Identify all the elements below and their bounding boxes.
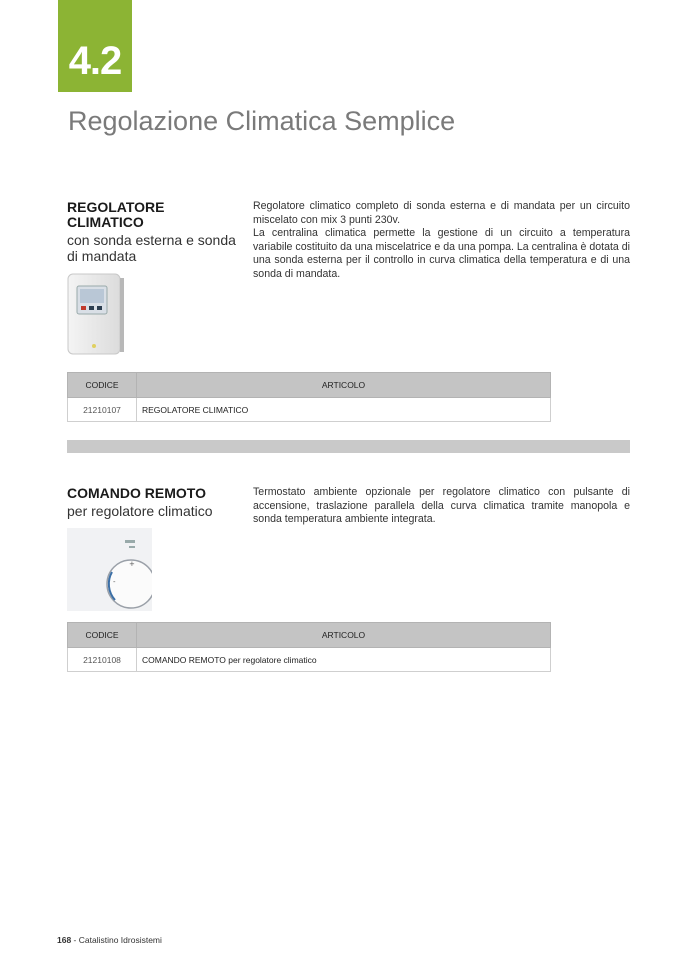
- code-cell: 21210107: [68, 398, 137, 422]
- page-number: 168: [57, 935, 72, 945]
- article-cell: COMANDO REMOTO per regolatore climatico: [137, 648, 551, 672]
- table-row: [68, 648, 551, 672]
- code-cell: 21210108: [68, 648, 137, 672]
- product-description: Termostato ambiente opzionale per regolatore climatico con pulsante di accensione, traslazione parallela della curva climatica tramite manopola e sonda temperatura ambiente integrata.: [253, 486, 630, 525]
- page-title: Regolazione Climatica Semplice: [68, 106, 456, 136]
- catalog-name: Catalistino Idrosistemi: [78, 935, 162, 945]
- code-table: [67, 372, 551, 422]
- header-articolo: ARTICOLO: [137, 623, 551, 648]
- article-cell: REGOLATORE CLIMATICO: [137, 398, 551, 422]
- remote-thermostat-image: [67, 528, 152, 616]
- climate-controller-image: [67, 272, 125, 361]
- product-name: REGOLATORE CLIMATICO: [67, 199, 165, 230]
- product-heading: [67, 200, 237, 264]
- header-codice: CODICE: [68, 623, 137, 648]
- table-header-row: [68, 623, 551, 648]
- svg-text:-: -: [113, 578, 116, 586]
- table-row: [68, 398, 551, 422]
- chapter-badge: [58, 0, 132, 92]
- page-footer: [57, 935, 162, 945]
- product-subtitle: per regolatore climatico: [67, 503, 213, 519]
- header-codice: CODICE: [68, 373, 137, 398]
- code-table: [67, 622, 551, 672]
- svg-text:+: +: [129, 560, 135, 568]
- table-header-row: [68, 373, 551, 398]
- header-articolo: ARTICOLO: [137, 373, 551, 398]
- footer-separator: -: [71, 935, 79, 945]
- section-divider: [67, 440, 630, 453]
- product-description: Regolatore climatico completo di sonda esterna e di mandata per un circuito miscelato con mix 3 punti 230v. La centralina climatica permette la gestione di un circuito a temperatura variabile costituito da una miscelatrice e da una pompa. La centralina è dotata di una sonda esterna per il controllo in curva climatica della temperatura e di una sonda di mandata.: [253, 200, 630, 280]
- product-heading: [67, 486, 237, 519]
- product-subtitle: con sonda esterna e sonda di mandata: [67, 232, 236, 264]
- product-name: COMANDO REMOTO: [67, 485, 206, 501]
- chapter-number: 4.2: [68, 39, 122, 83]
